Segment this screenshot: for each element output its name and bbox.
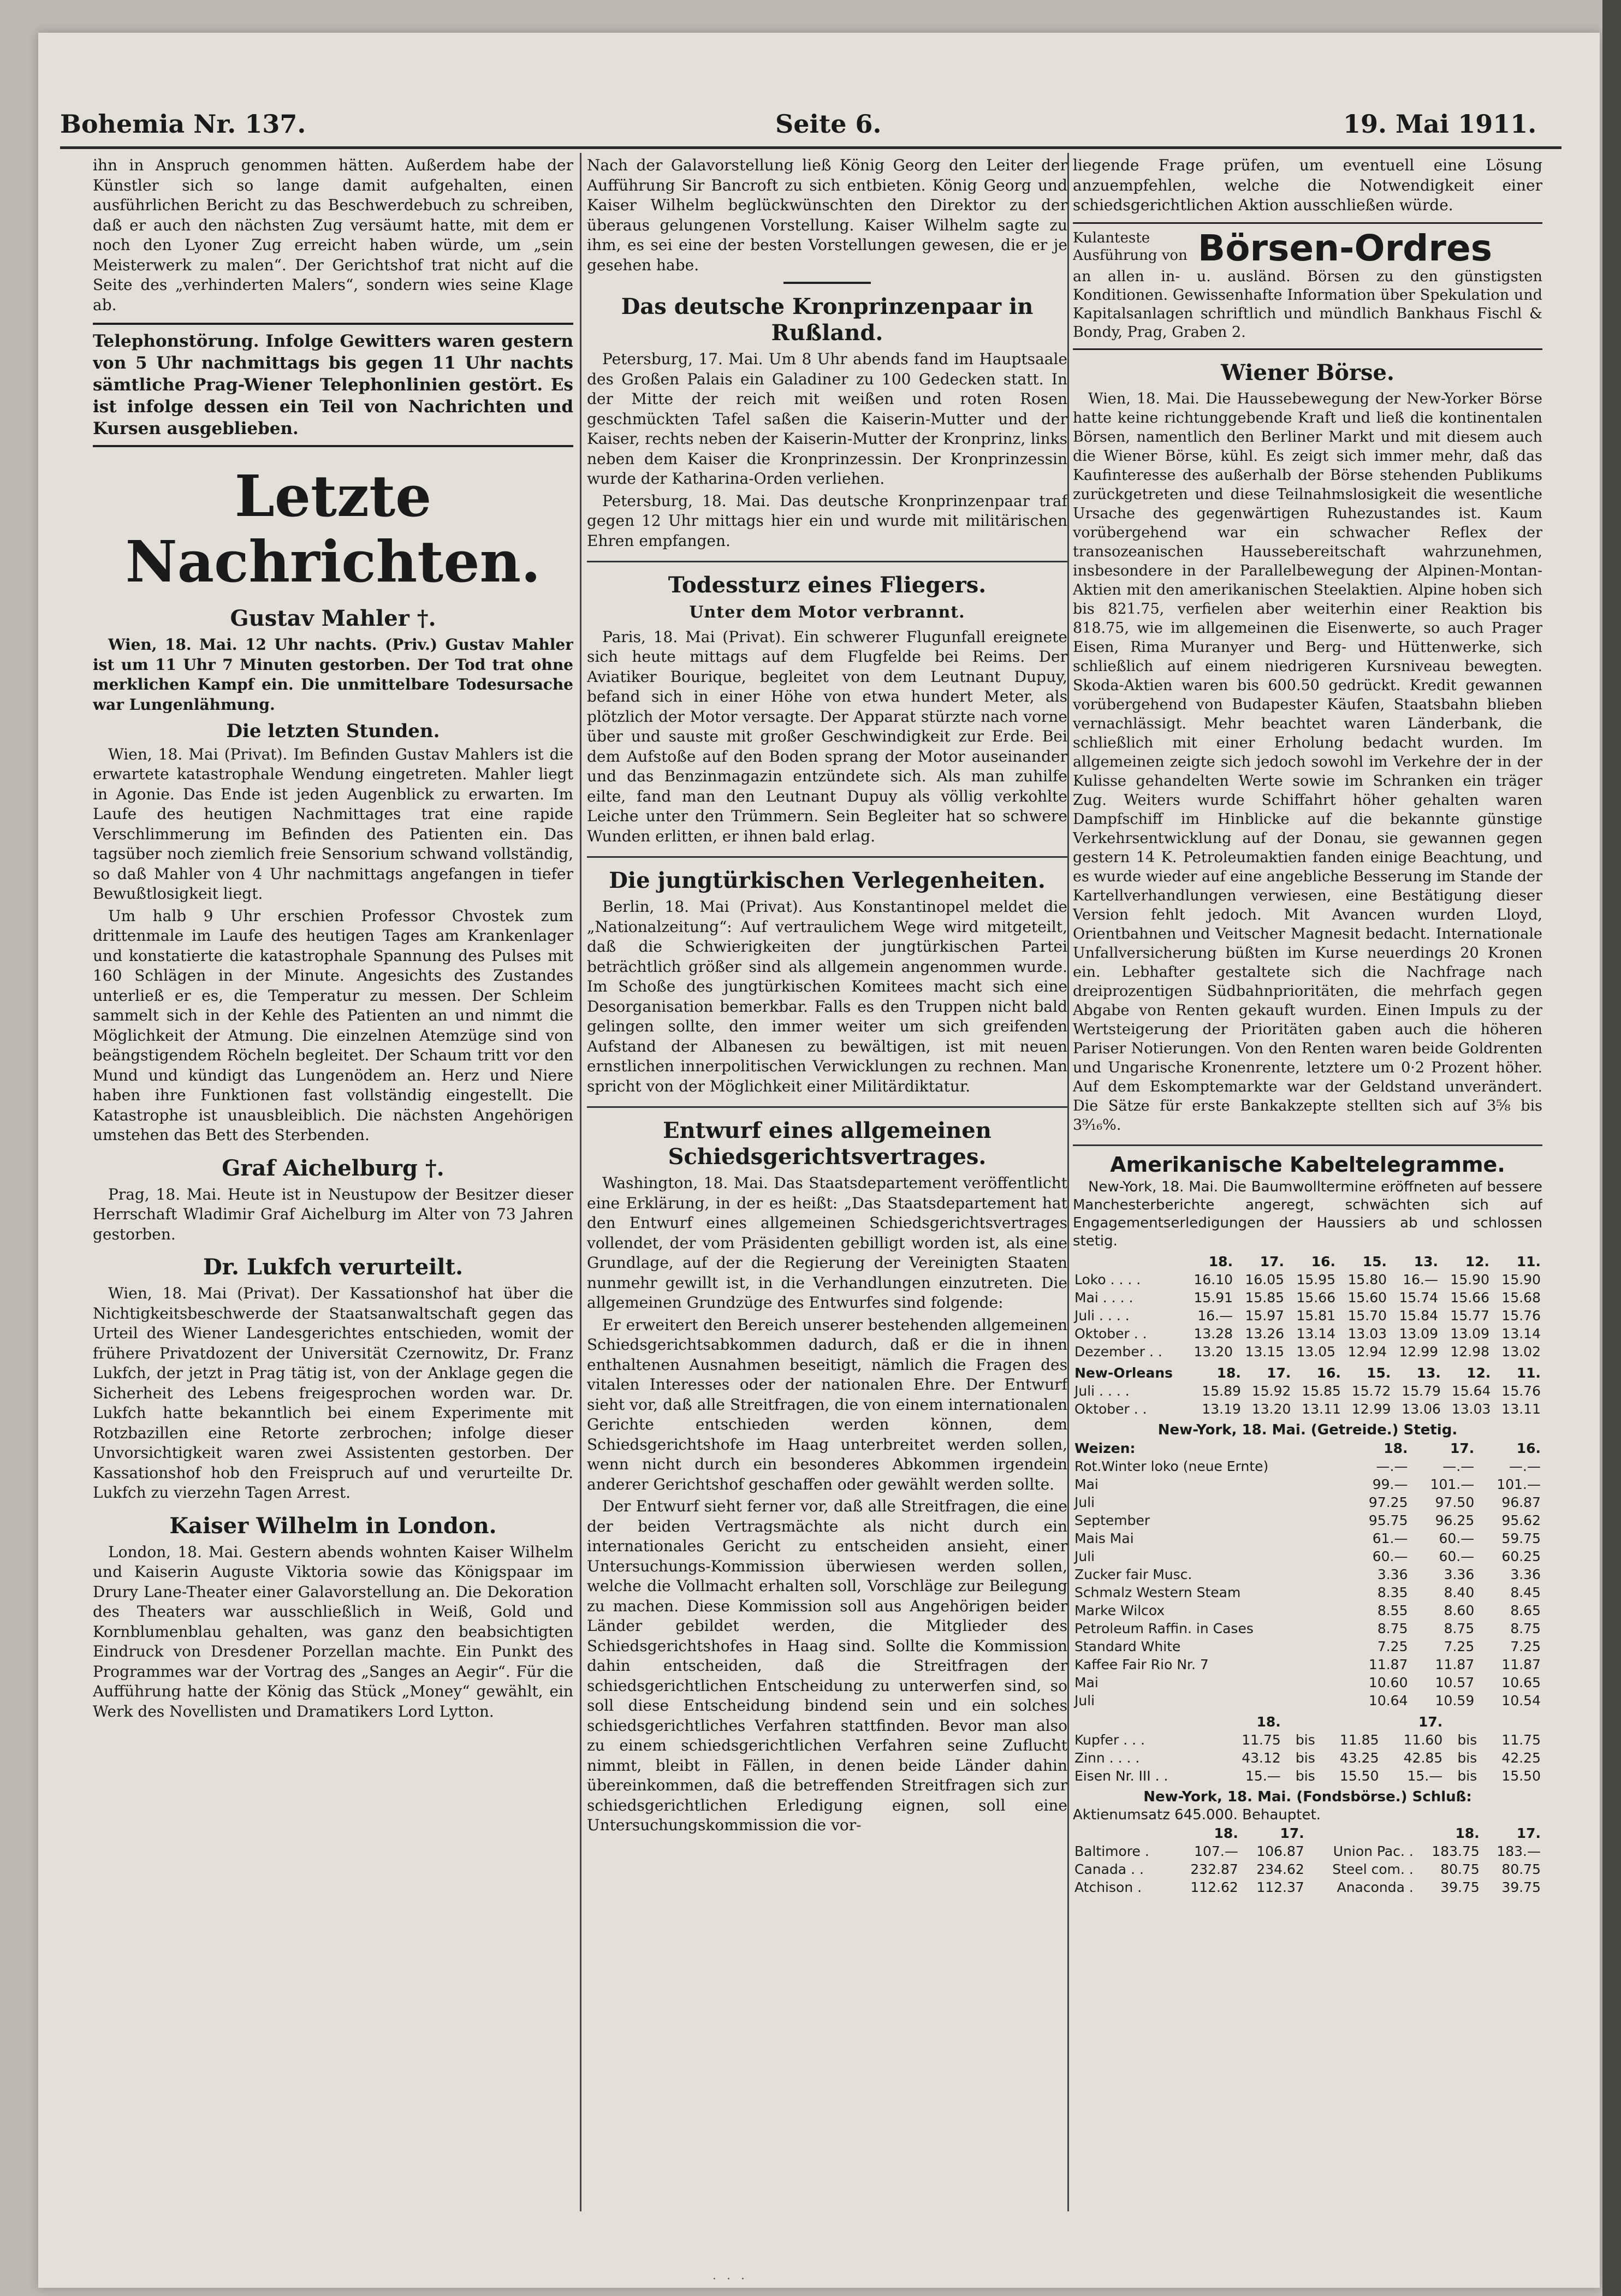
table-cell: bis: [1295, 1749, 1315, 1766]
table-cell: 15.: [1367, 1364, 1391, 1381]
table-cell: 112.37: [1256, 1879, 1304, 1895]
table-cell: Steel com. .: [1332, 1861, 1414, 1877]
column-1: [93, 156, 573, 2209]
table-cell: 10.57: [1435, 1674, 1475, 1690]
table-cell: 13.20: [1251, 1401, 1291, 1417]
grain-table: [1073, 1439, 1542, 1710]
table-cell: 15.76: [1501, 1383, 1541, 1399]
ad-title: Börsen-Ordres: [1197, 227, 1493, 269]
header-center: Seite 6.: [775, 109, 882, 139]
table-cell: 17.: [1280, 1825, 1304, 1841]
table-cell: 11.75: [1242, 1731, 1281, 1748]
table-cell: 16.10: [1194, 1271, 1233, 1288]
column-3: [1073, 156, 1542, 2209]
table-cell: 15.50: [1339, 1767, 1379, 1784]
cable-report: New-York, 18. Mai. Die Baumwolltermine eröffneten auf bessere Manchesterberichte angeregt, schwächten sich auf Engagementserledigungen der Haussiers ab und schlossen stetig.: [1073, 1178, 1542, 1249]
table-cell: 15.79: [1402, 1383, 1441, 1399]
fonds-table: [1073, 1824, 1542, 1896]
table-cell: 13.15: [1245, 1343, 1285, 1360]
table-cell: 43.25: [1339, 1749, 1379, 1766]
table-row: [1073, 1529, 1542, 1547]
table-header-row: [1073, 1713, 1542, 1731]
table-cell: 13.09: [1399, 1325, 1439, 1342]
table-cell: 15.68: [1501, 1289, 1541, 1306]
table-cell: Kaffee Fair Rio Nr. 7: [1074, 1656, 1209, 1672]
table-row: [1073, 1400, 1542, 1418]
table-header-row: [1073, 1824, 1542, 1842]
table-cell: 60.—: [1439, 1548, 1475, 1564]
table-header-row: [1073, 1253, 1542, 1271]
table-cell: 39.75: [1501, 1879, 1541, 1895]
table-cell: [1317, 1713, 1381, 1731]
table-row: [1073, 1674, 1542, 1692]
table-row: [1073, 1638, 1542, 1656]
table-cell: 15.—: [1407, 1767, 1443, 1784]
header-right: 19. Mai 1911.: [1343, 109, 1537, 139]
table-row: [1073, 1565, 1542, 1583]
table-cell: 18.: [1216, 1364, 1241, 1381]
table-cell: 11.60: [1403, 1731, 1443, 1748]
table-cell: 107.—: [1194, 1843, 1238, 1859]
table-cell: 13.19: [1202, 1401, 1241, 1417]
table-row: [1073, 1619, 1542, 1638]
table-row: [1073, 1731, 1542, 1749]
table-cell: 12.94: [1347, 1343, 1387, 1360]
table-cell: Anaconda .: [1337, 1879, 1414, 1895]
table-cell: 60.—: [1439, 1530, 1475, 1546]
table-cell: 8.45: [1510, 1584, 1541, 1600]
table-row: [1073, 1271, 1542, 1289]
table-cell: Canada . .: [1074, 1861, 1144, 1877]
headline-wiener-boerse: Wiener Börse.: [1221, 359, 1394, 385]
table-row: [1073, 1493, 1542, 1511]
table-row: [1073, 1749, 1542, 1767]
table-cell: 10.60: [1368, 1674, 1408, 1690]
column-rule-1: [580, 153, 581, 2211]
turk-report: Berlin, 18. Mai (Privat). Aus Konstantinopel meldet die „Nationalzeitung“: Auf vertraulichem Wege wird mitgeteilt, daß die Schwierigkeiten der jungtürkischen Partei beträchtlich größer sind als allgemein angenommen wurde. Im Schoße des jungtürkischen Komitees macht sich eine Desorganisation bemerkbar. Falls es den Truppen nicht bald gelingen sollte, den immer weiter um sich greifenden Aufstand der Albanesen zu bewältigen, ist mit neuen ernstlichen innerpolitischen Verwicklungen zu rechnen. Man spricht von der Möglichkeit einer Militärdiktatur.: [587, 898, 1067, 1095]
table-cell: 3.36: [1377, 1566, 1408, 1582]
table-cell: Union Pac. .: [1333, 1843, 1414, 1859]
table-cell: 17.: [1267, 1364, 1291, 1381]
table-cell: 15.: [1362, 1253, 1387, 1269]
table-cell: 15.—: [1245, 1767, 1281, 1784]
table-cell: Loko . . . .: [1074, 1271, 1141, 1288]
table-cell: 13.26: [1245, 1325, 1285, 1342]
kron-p2: Petersburg, 18. Mai. Das deutsche Kronprinzenpaar traf gegen 12 Uhr mittags hier ein und wurde mit militärischen Ehren empfangen.: [587, 491, 1067, 550]
table-cell: 7.25: [1510, 1638, 1541, 1654]
table-cell: 80.75: [1501, 1861, 1541, 1877]
header-rule: [60, 146, 1561, 149]
table-row: [1073, 1860, 1542, 1878]
divider: [783, 282, 871, 284]
table-cell: 17.: [1260, 1253, 1285, 1269]
table-cell: 11.: [1516, 1364, 1541, 1381]
table-cell: 96.25: [1435, 1512, 1475, 1528]
lukfch-report: Wien, 18. Mai (Privat). Der Kassationshof hat über die Nichtigkeitsbeschwerde der Staatsanwaltschaft gegen das Urteil des Wiener Landesgerichtes entschieden, womit der frühere Privatdozent der Universität Czernowitz, Dr. Franz Lukfch, der jetzt in Prag tätig ist, von der Anklage gegen die Sicherheit des Lebens freigesprochen worden war. Dr. Lukfch hatte bekanntlich bei einem Experimente mit Rotzbazillen eine Retorte zerbrochen; infolge dieser Unvorsichtigkeit waren zwei Assistenten gestorben. Der Kassationshof hob den Freispruch auf und verurteilte Dr. Lukfch zu vierzehn Tagen Arrest.: [93, 1284, 573, 1502]
kron-p1: Petersburg, 17. Mai. Um 8 Uhr abends fand im Hauptsaale des Großen Palais ein Galadiner zu 100 Gedecken statt. In der Mitte der reich mit weißen und roten Rosen geschmückten Tafel saßen die Kaiserin-Mutter und der Kaiser, rechts neben der Kaiserin-Mutter der Kronprinz, links neben dem Kaiser die Kronprinzessin. Der Kronprinzessin wurde der Katharina-Orden verliehen.: [587, 350, 1067, 488]
table-cell: 13.06: [1402, 1401, 1441, 1417]
table-cell: Juli: [1074, 1548, 1095, 1564]
table-cell: 8.35: [1377, 1584, 1408, 1600]
grain-title: New-York, 18. Mai. (Getreide.) Stetig.: [1157, 1421, 1458, 1438]
table-cell: 13.20: [1194, 1343, 1233, 1360]
table-cell: 15.85: [1245, 1289, 1285, 1306]
table-cell: 13.: [1414, 1253, 1439, 1269]
telephone-notice: Telephonstörung. Infolge Gewitters waren gestern von 5 Uhr nachmittags bis gegen 11 Uhr nachts sämtliche Prag-Wiener Telephonlinien gestört. Es ist infolge dessen ein Teil von Nachrichten und Kursen ausgeblieben.: [93, 323, 573, 447]
table-row: [1073, 1457, 1542, 1475]
table-cell: bis: [1457, 1731, 1477, 1748]
table-cell: [1073, 1824, 1174, 1842]
ad-small-text: Kulanteste Ausführung von: [1073, 229, 1187, 264]
table-cell: bis: [1457, 1767, 1477, 1784]
advertisement-boersen-ordres: [1073, 222, 1542, 350]
table-cell: 18.: [1455, 1825, 1480, 1841]
table-cell: 18.: [1256, 1713, 1281, 1730]
table-cell: [1444, 1713, 1479, 1731]
metal-table: [1073, 1713, 1542, 1785]
table-row: [1073, 1583, 1542, 1601]
table-cell: 97.25: [1368, 1494, 1408, 1510]
article-continuation: Nach der Galavorstellung ließ König Georg den Leiter der Aufführung Sir Bancroft zu sich entbieten. König Georg und Kaiser Wilhelm beglückwünschten den Direktor zu der überaus gelungenen Vorstellung. Kaiser Wilhelm sagte zu ihm, es sei eine der besten Vorstellungen gewesen, die er je gesehen habe.: [587, 156, 1067, 274]
table-cell: 15.97: [1245, 1307, 1285, 1324]
table-cell: Zinn . . . .: [1074, 1749, 1140, 1766]
table-cell: 12.: [1465, 1253, 1489, 1269]
table-cell: 39.75: [1440, 1879, 1480, 1895]
table-cell: Juli . . . .: [1074, 1307, 1130, 1324]
table-cell: 15.60: [1347, 1289, 1387, 1306]
table-cell: 15.91: [1194, 1289, 1233, 1306]
table-cell: 10.65: [1501, 1674, 1541, 1690]
table-cell: 16.05: [1245, 1271, 1285, 1288]
table-cell: Mai: [1074, 1674, 1099, 1690]
headline-lukfch: Dr. Lukfch verurteilt.: [203, 1254, 464, 1280]
table-row: [1073, 1767, 1542, 1785]
table-cell: Zucker fair Musc.: [1074, 1566, 1192, 1582]
table-cell: Mai: [1074, 1476, 1099, 1492]
schied-p1: Washington, 18. Mai. Das Staatsdepartement veröffentlicht eine Erklärung, in der es heißt: „Das Staatsdepartement hat den Entwurf eines allgemeinen Schiedsgerichtsvertrages vollendet, der vom Präsidenten gebilligt worden ist, als eine Grundlage, auf der die Regierung der Vereinigten Staaten nunmehr gewillt ist, in die Verhandlungen einzutreten. Die allgemeinen Grundzüge des Entwurfes sind folgende:: [587, 1174, 1067, 1312]
table-cell: Atchison .: [1074, 1879, 1142, 1895]
table-cell: 8.75: [1444, 1620, 1475, 1636]
headline-mahler: Gustav Mahler †.: [230, 606, 436, 631]
table-row: [1073, 1601, 1542, 1619]
table-cell: 15.89: [1202, 1383, 1241, 1399]
table-row: [1073, 1692, 1542, 1710]
table-cell: Juli: [1074, 1494, 1095, 1510]
table-cell: Juli: [1074, 1692, 1095, 1708]
table-cell: 8.65: [1510, 1602, 1541, 1618]
last-hours-p1: Wien, 18. Mai (Privat). Im Befinden Gustav Mahlers ist die erwartete katastrophale Wendung eingetreten. Mahler liegt in Agonie. Das Ende ist jeden Augenblick zu erwarten. Im Laufe des heutigen Nachmittages trat eine rapide Verschlimmerung im Befinden des Patienten ein. Das tagsüber noch ziemlich freie Sensorium schwand vollständig, so daß Mahler von 4 Uhr nachmittags angefangen in tiefer Bewußtlosigkeit liegt.: [93, 745, 573, 903]
table-cell: New-Orleans: [1074, 1364, 1173, 1381]
table-cell: 15.92: [1251, 1383, 1291, 1399]
table-cell: 95.75: [1368, 1512, 1408, 1528]
article-continuation: ihn in Anspruch genommen hätten. Außerdem habe der Künstler sich so lange damit aufgehalten, einen ausführlichen Bericht zu das Beschwerdebuch zu schreiben, daß er auch den nächsten Zug versäumt hatte, mit dem er noch den Lyoner Zug erreicht haben würde, um „sein Meisterwerk zu malen“. Der Gerichtshof trat nicht auf die Seite des „verhinderten Malers“, sondern wies seine Klage ab.: [93, 156, 573, 314]
table-cell: 12.99: [1351, 1401, 1391, 1417]
table-cell: 10.64: [1368, 1692, 1408, 1708]
table-cell: 8.55: [1377, 1602, 1408, 1618]
table-cell: 15.85: [1302, 1383, 1341, 1399]
table-row: [1073, 1325, 1542, 1343]
headline-last-hours: Die letzten Stunden.: [226, 720, 440, 742]
table-cell: 12.98: [1450, 1343, 1489, 1360]
headline-aichelburg: Graf Aichelburg †.: [222, 1155, 444, 1181]
table-row: [1073, 1475, 1542, 1493]
table-cell: 60.25: [1501, 1548, 1541, 1564]
table-cell: September: [1074, 1512, 1150, 1528]
table-cell: Petroleum Raffin. in Cases: [1074, 1620, 1254, 1636]
divider: [587, 561, 1067, 562]
table-cell: [1479, 1713, 1542, 1731]
table-cell: 15.70: [1347, 1307, 1387, 1324]
table-cell: 232.87: [1190, 1861, 1238, 1877]
section-title-latest-news: Letzte Nachrichten.: [125, 462, 541, 595]
cotton-table: [1073, 1253, 1542, 1361]
cable-telegrams: [1073, 1152, 1542, 1896]
headline-schiedsgericht: Entwurf eines allgemeinen Schiedsgerichtsvertrages.: [663, 1118, 991, 1170]
table-cell: 17.: [1516, 1825, 1541, 1841]
table-cell: bis: [1457, 1749, 1477, 1766]
table-cell: 13.28: [1194, 1325, 1233, 1342]
table-cell: 15.66: [1450, 1289, 1489, 1306]
mahler-report: Wien, 18. Mai. 12 Uhr nachts. (Priv.) Gustav Mahler ist um 11 Uhr 7 Minuten gestorben. Der Tod trat ohne merklichen Kampf ein. Die unmittelbare Todesursache war Lungenlähmung.: [93, 636, 573, 714]
table-cell: 11.75: [1501, 1731, 1541, 1748]
table-cell: 43.12: [1242, 1749, 1281, 1766]
table-cell: 13.03: [1451, 1401, 1491, 1417]
flieger-report: Paris, 18. Mai (Privat). Ein schwerer Flugunfall ereignete sich heute mittags auf dem Flugfelde bei Reims. Der Aviatiker Bourique, begleitet von dem Leutnant Dupuy, befand sich in einer Höhe von etwa hundert Meter, als plötzlich der Motor versagte. Der Apparat stürzte nach vorne über und sauste mit großer Geschwindigkeit zur Erde. Bei dem Aufstoße auf den Boden sprang der Motor auseinander und das Benzinmagazin entzündete sich. Als man zuhilfe eilte, fand man den Leutnant Dupuy als völlig verkohlte Leiche unter den Trümmern. Sein Begleiter hat so schwere Wunden erlitten, er ihnen bald erlag.: [587, 627, 1067, 845]
table-cell: 17.: [1418, 1713, 1443, 1730]
table-cell: —.—: [1376, 1458, 1408, 1474]
fonds-subtitle: Aktienumsatz 645.000. Behauptet.: [1073, 1806, 1321, 1823]
table-cell: 11.: [1516, 1253, 1541, 1269]
table-cell: 11.85: [1339, 1731, 1379, 1748]
table-cell: 13.14: [1296, 1325, 1336, 1342]
table-cell: 16.: [1311, 1253, 1336, 1269]
table-cell: 15.77: [1450, 1307, 1489, 1324]
table-cell: 15.74: [1399, 1289, 1439, 1306]
table-cell: 106.87: [1256, 1843, 1304, 1859]
headline-wilhelm-london: Kaiser Wilhelm in London.: [169, 1512, 497, 1539]
table-cell: 16.—: [1403, 1271, 1439, 1288]
table-cell: Schmalz Western Steam: [1074, 1584, 1241, 1600]
table-cell: 8.60: [1444, 1602, 1475, 1618]
table-cell: [1306, 1824, 1415, 1842]
table-cell: Oktober . .: [1074, 1401, 1147, 1417]
table-cell: 13.02: [1501, 1343, 1541, 1360]
table-cell: [1073, 1713, 1219, 1731]
table-cell: Oktober . .: [1074, 1325, 1147, 1342]
scan-footer-mark: · · ·: [712, 2273, 748, 2286]
table-cell: 15.72: [1351, 1383, 1391, 1399]
table-cell: 60.—: [1372, 1548, 1408, 1564]
table-cell: 112.62: [1190, 1879, 1238, 1895]
table-cell: 101.—: [1430, 1476, 1475, 1492]
table-cell: 13.: [1416, 1364, 1441, 1381]
divider: [587, 856, 1067, 858]
table-cell: —.—: [1442, 1458, 1475, 1474]
divider: [587, 1106, 1067, 1108]
table-cell: [1282, 1713, 1317, 1731]
table-cell: bis: [1295, 1767, 1315, 1784]
table-row: [1073, 1547, 1542, 1565]
table-cell: 7.25: [1444, 1638, 1475, 1654]
table-cell: 15.80: [1347, 1271, 1387, 1288]
divider: [1073, 1144, 1542, 1146]
table-row: [1073, 1878, 1542, 1896]
table-cell: 13.03: [1347, 1325, 1387, 1342]
table-header-row: [1073, 1364, 1542, 1382]
table-row: [1073, 1343, 1542, 1361]
table-cell: Kupfer . . .: [1074, 1731, 1145, 1748]
table-cell: 15.66: [1296, 1289, 1336, 1306]
table-cell: 97.50: [1435, 1494, 1475, 1510]
cable-title: Amerikanische Kabeltelegramme.: [1110, 1152, 1505, 1177]
table-cell: Standard White: [1074, 1638, 1181, 1654]
table-cell: 13.11: [1302, 1401, 1341, 1417]
page-header: [60, 109, 1537, 142]
table-cell: 18.: [1214, 1825, 1238, 1841]
table-cell: 11.87: [1501, 1656, 1541, 1672]
table-cell: 8.75: [1377, 1620, 1408, 1636]
table-cell: 17.: [1450, 1440, 1475, 1456]
headline-flieger: Todessturz eines Fliegers.: [668, 572, 987, 598]
table-cell: [1073, 1253, 1183, 1271]
table-cell: 10.54: [1501, 1692, 1541, 1708]
last-hours-p2: Um halb 9 Uhr erschien Professor Chvostek zum drittenmale im Laufe des heutigen Tages am Krankenlager und konstatierte die katastrophale Spannung des Pulses mit 160 Schlägen in der Minute. Angesichts des Zustandes unterließ er es, die Temperatur zu messen. Der Schleim sammelt sich in der Kehle des Patienten an und nimmt die Möglichkeit der Atmung. Die einzelnen Atemzüge sind von beängstigendem Röcheln begleitet. Der Schaum tritt vor den Mund und kündigt das Lungenödem an. Herz und Niere haben ihre Funktionen fast vollständig eingestellt. Die Katastrophe ist unausbleiblich. Die nächsten Angehörigen umstehen das Bett des Sterbenden.: [93, 906, 573, 1144]
table-cell: —.—: [1509, 1458, 1541, 1474]
table-row: [1073, 1289, 1542, 1307]
table-cell: Weizen:: [1074, 1440, 1136, 1456]
table-row: [1073, 1656, 1542, 1674]
table-cell: 3.36: [1444, 1566, 1475, 1582]
fonds-title: New-York, 18. Mai. (Fondsbörse.) Schluß:: [1143, 1788, 1472, 1805]
schied-p3: Der Entwurf sieht ferner vor, daß alle Streitfragen, die eine der beiden Vertragsmächte als nicht durch ein internationales Gericht zu entscheiden ansieht, einer Untersuchungs-Kommission überwiesen werden sollen, welche die Vollmacht erhalten soll, Vorschläge zur Beilegung zu machen. Diese Kommission soll aus Angehörigen beider Länder gebildet werden, die Mitglieder des Schiedsgerichtshofes in Haag sind. Sollte die Kommission dahin entscheiden, daß die Streitfragen der schiedsgerichtlichen Entscheidung zu unterwerfen sind, so soll diese Entscheidung bindend sein und ein solches schiedsgerichtliches Verfahren stattfinden. Bevor man also zu einem schiedsgerichtlichen Verfahren seine Zuflucht nimmt, bleibt in Fällen, in denen beide Länder dahin übereinkommen, daß die betreffenden Streitfragen sich zur schiedsgerichtlichen Erledigung eignen, soll eine Untersuchungskommission die vor-: [587, 1497, 1067, 1834]
wilhelm-report: London, 18. Mai. Gestern abends wohnten Kaiser Wilhelm und Kaiserin Auguste Viktoria sowie das Königspaar im Drury Lane-Theater einer Galavorstellung an. Die Dekoration des Theaters war ausschließlich in Weiß, Gold und Kornblumenblau gehalten, was ganz den beabsichtigten Eindruck von Dresdener Porzellan machte. Ein Punkt des Programmes war der Vortrag des „Sanges an Aegir“. Für die Aufführung hatte der König das Stück „Money“ gewählt, ein Werk des Novellisten und Dramatikers Lord Lytton.: [93, 1542, 573, 1720]
aichelburg-report: Prag, 18. Mai. Heute ist in Neustupow der Besitzer dieser Herrschaft Wladimir Graf Aichelburg im Alter von 73 Jahren gestorben.: [93, 1185, 573, 1243]
table-cell: Mai . . . .: [1074, 1289, 1133, 1306]
table-cell: 80.75: [1440, 1861, 1480, 1877]
table-cell: 99.—: [1372, 1476, 1408, 1492]
column-rule-2: [1067, 153, 1069, 2211]
table-cell: 42.85: [1403, 1749, 1443, 1766]
table-cell: Rot.Winter loko (neue Ernte): [1074, 1458, 1269, 1474]
table-cell: 16.: [1316, 1364, 1341, 1381]
table-cell: 13.14: [1501, 1325, 1541, 1342]
table-cell: 42.25: [1501, 1749, 1541, 1766]
table-cell: 15.76: [1501, 1307, 1541, 1324]
table-cell: 11.87: [1435, 1656, 1475, 1672]
table-cell: 59.75: [1501, 1530, 1541, 1546]
table-cell: 15.81: [1296, 1307, 1336, 1324]
table-cell: 61.—: [1372, 1530, 1408, 1546]
table-cell: 15.84: [1399, 1307, 1439, 1324]
table-cell: 13.05: [1296, 1343, 1336, 1360]
table-cell: 8.75: [1510, 1620, 1541, 1636]
table-row: [1073, 1307, 1542, 1325]
table-cell: 13.09: [1450, 1325, 1489, 1342]
table-cell: 18.: [1208, 1253, 1233, 1269]
table-cell: 16.—: [1197, 1307, 1233, 1324]
table-row: [1073, 1842, 1542, 1860]
table-cell: 15.90: [1450, 1271, 1489, 1288]
table-cell: 101.—: [1497, 1476, 1541, 1492]
table-cell: 12.: [1466, 1364, 1491, 1381]
column-2: [587, 156, 1067, 2209]
table-cell: 3.36: [1510, 1566, 1541, 1582]
table-cell: 10.59: [1435, 1692, 1475, 1708]
table-cell: 18.: [1384, 1440, 1408, 1456]
headline-kronprinzenpaar: Das deutsche Kronprinzenpaar in Rußland.: [621, 294, 1034, 346]
table-cell: 15.95: [1296, 1271, 1336, 1288]
table-cell: 13.11: [1501, 1401, 1541, 1417]
table-cell: 16.: [1516, 1440, 1541, 1456]
headline-jungtuerken: Die jungtürkischen Verlegenheiten.: [609, 868, 1046, 893]
article-continuation: liegende Frage prüfen, um eventuell eine Lösung anzuempfehlen, welche die Notwendigkeit einer schiedsgerichtlichen Aktion ausschließen würde.: [1073, 156, 1542, 214]
table-cell: 234.62: [1256, 1861, 1304, 1877]
table-cell: bis: [1295, 1731, 1315, 1748]
table-cell: Juli . . . .: [1074, 1383, 1130, 1399]
table-cell: 15.64: [1451, 1383, 1491, 1399]
table-cell: 15.90: [1501, 1271, 1541, 1288]
table-cell: 95.62: [1501, 1512, 1541, 1528]
table-cell: Dezember . .: [1074, 1343, 1162, 1360]
schied-p2: Er erweitert den Bereich unserer bestehenden allgemeinen Schiedsgerichtsabkommen dadurch, daß er die in ihnen enthaltenen Ausnahmen beseitigt, nämlich die Fragen des vitalen Interesses oder der nationalen Ehre. Der Entwurf sieht vor, daß alle Streitfragen, die von einem internationalen Gerichte entschieden werden können, dem Schiedsgerichtshofe im Haag unterbreitet werden sollen, wenn nicht durch ein besonderes Abkommen irgendein anderer Gerichtshof geschaffen oder gewählt werden sollte.: [587, 1315, 1067, 1493]
table-cell: Baltimore .: [1074, 1843, 1149, 1859]
header-left: Bohemia Nr. 137.: [60, 109, 306, 139]
table-row: [1073, 1511, 1542, 1529]
table-cell: Marke Wilcox: [1074, 1602, 1165, 1618]
scan-edge: [1602, 0, 1621, 2296]
table-cell: Eisen Nr. III . .: [1074, 1767, 1168, 1784]
subheadline-flieger: Unter dem Motor verbrannt.: [689, 603, 965, 622]
table-cell: Mais Mai: [1074, 1530, 1134, 1546]
orleans-table: [1073, 1364, 1542, 1418]
table-row: [1073, 1382, 1542, 1400]
table-cell: 183.—: [1497, 1843, 1541, 1859]
table-cell: 7.25: [1377, 1638, 1408, 1654]
table-cell: 96.87: [1501, 1494, 1541, 1510]
table-cell: 8.40: [1444, 1584, 1475, 1600]
table-header-row: [1073, 1439, 1542, 1457]
boerse-report: Wien, 18. Mai. Die Haussebewegung der New-Yorker Börse hatte keine richtunggebende Kraft und ließ die kontinentalen Börsen, namentlich den Berliner Markt und mit diesem auch die Wiener Börse, kühl. Es zeigt sich immer mehr, daß das Kaufinteresse des außerhalb der Börse stehenden Publikums zurückgetreten und diese Teilnahmslosigkeit die wesentliche Ursache des gegenwärtigen Ruhezustandes ist. Kaum vorübergehend war ein schwacher Reflex der transozeanischen Haussebereitschaft wahrzunehmen, insbesondere in der Parallelbewegung der Alpinen-Montan-Aktien mit den amerikanischen Steelaktien. Alpine hoben sich bis 821.75, verfielen aber weiterhin einer Reaktion bis 818.75, wie im allgemeinen die Eisenwerte, so auch Prager Eisen, Rima Muranyer und Berg- und Hüttenwerke, sich schließlich auf einem niedrigeren Kursniveau bewegten. Skoda-Aktien waren bis 600.50 gedrückt. Kredit gewannen vorübergehend von Budapester Käufen, Staatsbahn blieben vernachlässigt. Mehr beachtet waren Länderbank, die schließlich mit einer Erholung bedacht wurden. Im allgemeinen zeigte sich jedoch sowohl im Verkehre der in der Kulisse gehandelten Werte sowie im Schranken ein träger Zug. Weiters wurde Schiffahrt höher gehalten waren Dampfschiff im Hinblicke auf die bekannte günstige Verkehrsentwicklung auf der Donau, sie gewannen gegen gestern 14 K. Petroleumaktien fanden einige Beachtung, und es wurde wieder auf eine angebliche Besserung im Stande der Kartellverhandlungen verwiesen, eine Bestätigung dieser Version fehlt jedoch. Mit Avancen wurden Lloyd, Orientbahnen und Veitscher Magnesit bedacht. Internationale Unfallversicherung büßten im Kurse neuerdings 20 Kronen ein. Lebhafter gestaltete sich die Nachfrage nach dreiprozentigen Südbahnprioritäten, die mehrfach gegen Abgabe von Renten gekauft wurden. Einen Impuls zu der Wertsteigerung der Prioritäten gaben auch die höheren Pariser Notierungen. Von den Renten waren beide Goldrenten und Ungarische Kronenrente, letztere um 0·2 Prozent höher. Auf dem Eskomptemarkte war der Geldstand unverändert. Die Sätze für erste Bankakzepte stellten sich auf 3⅝ bis 3⁹⁄₁₆%.: [1073, 390, 1542, 1134]
table-cell: 183.75: [1432, 1843, 1480, 1859]
table-cell: 15.50: [1501, 1767, 1541, 1784]
ad-body: an allen in- u. ausländ. Börsen zu den günstigsten Konditionen. Gewissenhafte Information über Spekulation und Kapitalsanlagen schriftlich und mündlich Bankhaus Fischl & Bondy, Prag, Graben 2.: [1073, 268, 1542, 341]
table-cell: 11.87: [1368, 1656, 1408, 1672]
table-cell: 12.99: [1399, 1343, 1439, 1360]
